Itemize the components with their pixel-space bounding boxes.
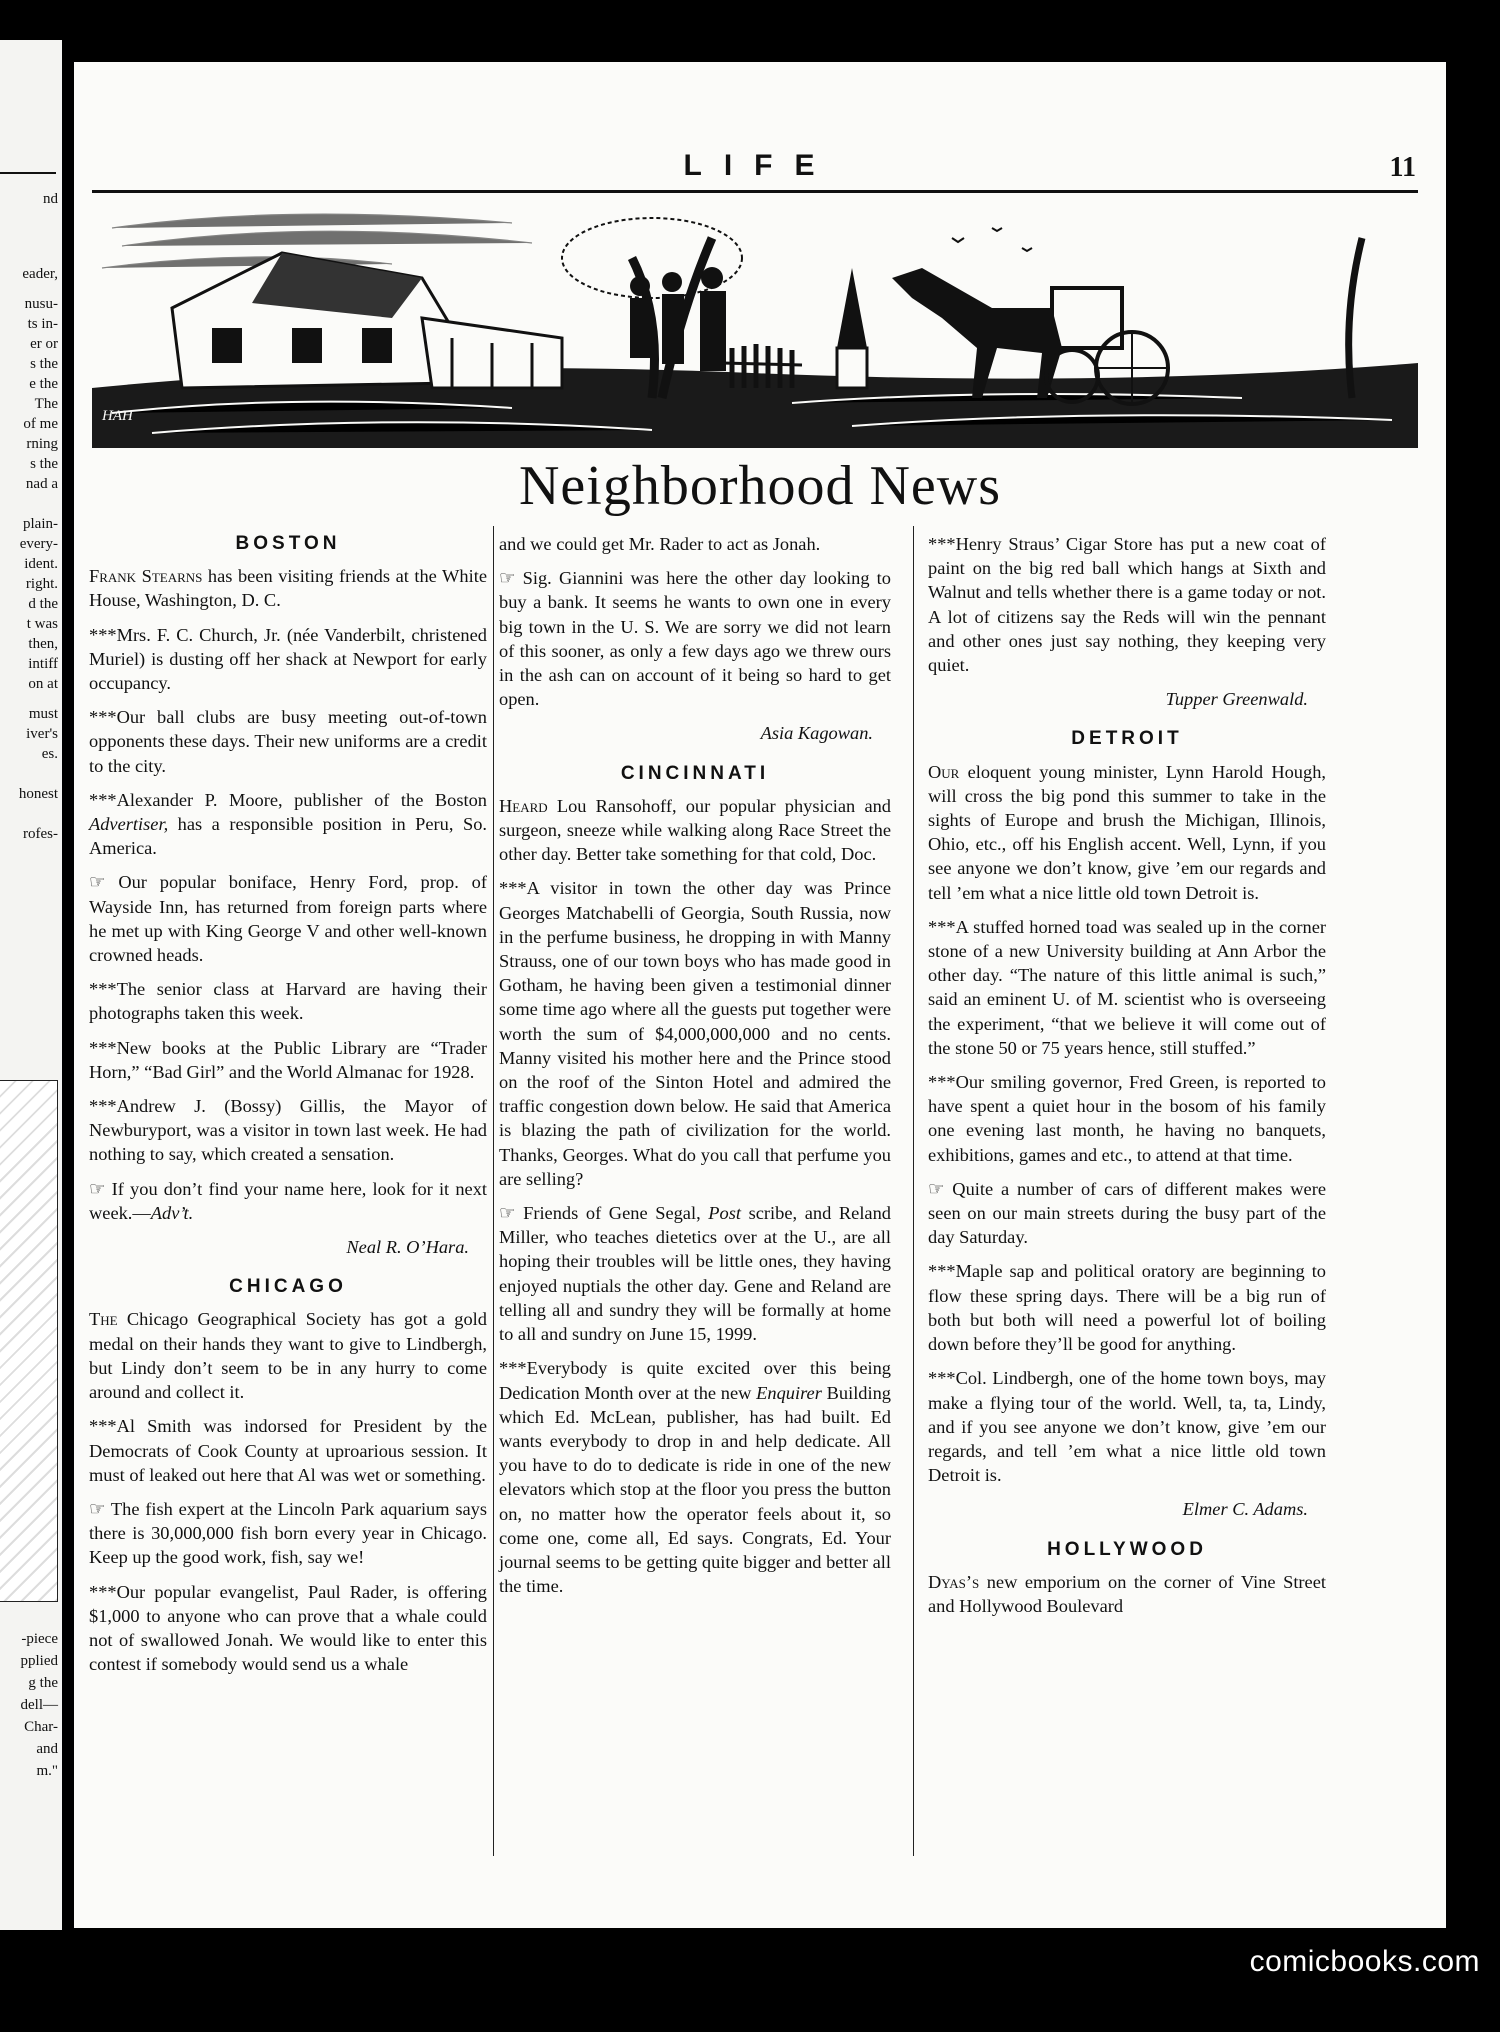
- newspaper-name: Post: [708, 1203, 741, 1224]
- facing-page-text-fragment: e the: [29, 376, 58, 392]
- item-text: ☞ Friends of Gene Segal,: [499, 1203, 709, 1224]
- item-text: Building which Ed. McLean, publisher, has had built. Ed wants everybody to drop in and help dedicate. All you have to do to dedicate is ride in one of the new elevators which stop at the floor you press the button on, no matter how the operator feels about it, so come one, come all, Ed says. Congrats, Ed. Your journal seems to be getting quite bigger and better all the time.: [499, 1382, 891, 1597]
- facing-page-text-fragment: t was: [26, 616, 58, 632]
- section-heading-detroit: DETROIT: [1071, 728, 1183, 750]
- magazine-page: [74, 62, 1446, 1928]
- facing-page-strip: [0, 40, 62, 1930]
- news-item: ***Andrew J. (Bossy) Gillis, the Mayor of Newburyport, was a visitor in town last week. He had nothing to say, which created a sensation.: [89, 1096, 487, 1165]
- news-item: ***Maple sap and political oratory are beginning to flow these spring days. There will be a big run of both but both will need a powerful lot of boiling down before they’ll be good for anything.: [928, 1261, 1326, 1355]
- facing-page-text-fragment: on at: [28, 676, 58, 692]
- figures-drawing: [630, 267, 726, 371]
- header-rule: [92, 190, 1418, 193]
- item-text-italic: Adv’t.: [150, 1202, 194, 1223]
- news-item: ***A stuffed horned toad was sealed up in the corner stone of a new University building at Ann Arbor the other day. “The nature of this little animal is such,” said an eminent U. of M. scientist who is overseeing the experiment, “that we believe it will come out of the stone 50 or 75 years hence, still stuffed.”: [928, 916, 1326, 1058]
- facing-page-text-fragment: nusu-: [24, 296, 58, 312]
- column-1: [89, 532, 487, 1686]
- facing-page-rule: [0, 172, 56, 174]
- facing-page-text-fragment: The: [34, 396, 58, 412]
- facing-page-text-fragment: eader,: [22, 266, 58, 282]
- item-text: ***Alexander P. Moore, publisher of the Boston: [89, 789, 487, 810]
- section-heading-hollywood: HOLLYWOOD: [1047, 1538, 1207, 1560]
- item-text: new emporium on the corner of Vine Street and Hollywood Boulevard: [928, 1571, 1326, 1616]
- facing-page-text-fragment: intiff: [28, 656, 58, 672]
- item-text: Chicago Geographical Society has got a gold medal on their hands they want to give to Lindbergh, but Lindy don’t seem to be in any hurry to come around and collect it.: [89, 1309, 487, 1403]
- facing-page-text-fragment: er or: [30, 336, 58, 352]
- facing-page-text-fragment: nad a: [25, 476, 58, 492]
- news-item: ☞ Quite a number of cars of different makes were seen on our main streets during the busy part of the day Saturday.: [928, 1178, 1326, 1248]
- facing-page-text-fragment: rofes-: [23, 826, 58, 842]
- page-headline: Neighborhood News: [518, 455, 1002, 517]
- facing-page-text-fragment: m.": [36, 1763, 58, 1779]
- facing-page-text-fragment: rning: [26, 436, 58, 452]
- facing-page-text-fragment: iver's: [26, 726, 58, 742]
- news-item: ***Col. Lindbergh, one of the home town boys, may make a flying tour of the world. Well, ta, ta, Lindy, and if you see anyone we don’t know, give ’em our regards, and tell ’em what a nice little old town Detroit is.: [928, 1368, 1326, 1486]
- news-item: ***Our popular evangelist, Paul Rader, is offering $1,000 to anyone who can prove that a whale could not of swallowed Jonah. We would like to enter this contest if somebody would send us a whale: [89, 1581, 487, 1675]
- news-item: [499, 1201, 891, 1346]
- facing-page-text-fragment: pplied: [20, 1653, 58, 1669]
- facing-page-text-fragment: must: [28, 706, 58, 722]
- section-heading-cincinnati: CINCINNATI: [620, 762, 770, 784]
- news-item: ***Al Smith was indorsed for President by the Democrats of Cook County at uproarious session. It must of leaked out here that Al was wet or something.: [89, 1416, 487, 1485]
- facing-page-text-fragment: dell—: [20, 1697, 58, 1713]
- facing-page-text-fragment: d the: [28, 596, 58, 612]
- lead-in: Our: [928, 761, 960, 782]
- news-item: [928, 760, 1326, 905]
- facing-page-text-fragment: s the: [30, 356, 58, 372]
- news-item: ***A visitor in town the other day was Prince Georges Matchabelli of Georgia, South Russia, now in the perfume business, he dropping in with Manny Strauss, one of our town boys who has made good in Gotham, he having been given a testimonial dinner some time ago where all the guests put together were worth the sum of $4,000,000,000 and no cents. Manny visited his mother here and the Prince stood on the roof of the Sinton Hotel and admired the traffic congestion down below. He said that America is blazing the path of civilization for the world. Thanks, Georges. What do you call that perfume you are selling?: [499, 878, 891, 1189]
- news-item: [499, 794, 891, 867]
- news-item: ***Henry Straus’ Cigar Store has put a new coat of paint on the big red ball which hangs at Sixth and Walnut and tells whether there is a game today or not. A lot of citizens say the Reds will win the pennant and other ones just say nothing, they keeping very quiet.: [928, 534, 1326, 676]
- facing-page-text-fragment: right.: [25, 576, 58, 592]
- newspaper-name: Advertiser,: [89, 814, 169, 835]
- facing-page-text-fragment: nd: [43, 191, 58, 207]
- artist-signature: HAH: [102, 408, 133, 424]
- newspaper-name: Enquirer: [756, 1382, 822, 1403]
- facing-page-text-fragment: of me: [23, 416, 58, 432]
- news-item: [928, 1570, 1326, 1618]
- column-3: [928, 532, 1326, 1628]
- lead-in: Frank Stearns: [89, 566, 203, 587]
- byline: Tupper Greenwald.: [1165, 689, 1308, 710]
- item-text: has been visiting friends at the White House, Washington, D. C.: [89, 566, 487, 611]
- byline: Elmer C. Adams.: [1182, 1499, 1308, 1520]
- news-item: ☞ Our popular boniface, Henry Ford, prop. of Wayside Inn, has returned from foreign parts where he met up with King George V and other well-known crowned heads.: [89, 872, 487, 966]
- facing-page-illustration: [0, 1080, 58, 1602]
- facing-page-text-fragment: ident.: [24, 556, 58, 572]
- news-item: ***New books at the Public Library are “Trader Horn,” “Bad Girl” and the World Almanac for 1928.: [89, 1037, 487, 1082]
- facing-page-text-fragment: ts in-: [27, 316, 58, 332]
- facing-page-text-fragment: and: [36, 1741, 58, 1757]
- news-item: ☞ The fish expert at the Lincoln Park aquarium says there is 30,000,000 fish born every year in Chicago. Keep up the good work, fish, say we!: [89, 1498, 487, 1568]
- watermark-text: comicbooks.com: [1249, 1945, 1480, 1978]
- news-item: ☞ Sig. Giannini was here the other day looking to buy a bank. It seems he wants to own one in every big town in the U. S. We are sorry we did not learn of this sooner, as only a few days ago we threw ours in the ash can on account of it being so hard to get open.: [499, 568, 891, 710]
- facing-page-text-fragment: Char-: [24, 1719, 58, 1735]
- news-item: ***Mrs. F. C. Church, Jr. (née Vanderbilt, christened Muriel) is dusting off her shack at Newport for early occupancy.: [89, 624, 487, 694]
- item-text: Lou Ransohoff, our popular physician and surgeon, sneeze while walking along Race Street the other day. Better take something for that cold, Doc.: [499, 795, 891, 865]
- news-item: and we could get Mr. Rader to act as Jonah.: [499, 534, 821, 554]
- item-text: has a responsible position in Peru, So. America.: [89, 814, 487, 859]
- facing-page-text-fragment: then,: [28, 636, 58, 652]
- item-text: eloquent young minister, Lynn Harold Hough, will cross the big pond this summer to take in the sights of Europe and brush the Michigan, Illinois, Ohio, etc., off his English accent. Well, Lynn, if you see anyone we don’t know, give ’em our regards and tell ’em what a nice little old town Detroit is.: [928, 761, 1326, 903]
- column-divider: [913, 526, 914, 1856]
- news-item: [499, 1356, 891, 1598]
- section-heading-boston: BOSTON: [235, 533, 341, 554]
- facing-page-text-fragment: -piece: [21, 1631, 58, 1647]
- facing-page-text-fragment: s the: [30, 456, 58, 472]
- facing-page-text-fragment: every-: [19, 536, 58, 552]
- news-item: [89, 564, 487, 612]
- lead-in: Dyas’s: [928, 1571, 980, 1592]
- news-item: ***The senior class at Harvard are having their photographs taken this week.: [89, 979, 487, 1024]
- facing-page-text-fragment: es.: [41, 746, 58, 762]
- news-item: [89, 788, 487, 861]
- page-number: 11: [1389, 152, 1416, 183]
- lead-in: Heard: [499, 795, 548, 816]
- village-scene-illustration: [92, 198, 1418, 448]
- column-2: [499, 532, 891, 1608]
- news-item: [89, 1307, 487, 1404]
- item-text: scribe, and Reland Miller, who teaches dietetics over at the U., are all hoping their troubles will be little ones, they having enjoyed nuptials the other day. Gene and Reland are telling all and sundry they will be formally at home to all and sundry on June 15, 1999.: [499, 1203, 891, 1345]
- lead-in: The: [89, 1309, 118, 1330]
- facing-page-text-fragment: honest: [18, 786, 58, 802]
- running-title: LIFE: [683, 149, 837, 182]
- news-item: [89, 1177, 487, 1225]
- news-item: ***Our ball clubs are busy meeting out-of-town opponents these days. Their new uniforms are a credit to the city.: [89, 707, 487, 776]
- facing-page-text-fragment: g the: [28, 1675, 58, 1691]
- byline: Neal R. O’Hara.: [346, 1237, 469, 1258]
- facing-page-text-fragment: plain-: [23, 516, 58, 532]
- item-text: ☞ If you don’t find your name here, look for it next week.—: [89, 1178, 487, 1223]
- column-divider: [493, 526, 494, 1856]
- item-text: ***Everybody is quite excited over this being Dedication Month over at the new: [499, 1358, 891, 1403]
- byline: Asia Kagowan.: [760, 723, 873, 744]
- news-item: ***Our smiling governor, Fred Green, is reported to have spent a quiet hour in the bosom of his family one evening last month, he having no banquets, exhibitions, games and etc., to attend at that time.: [928, 1072, 1326, 1165]
- section-heading-chicago: CHICAGO: [229, 1276, 347, 1298]
